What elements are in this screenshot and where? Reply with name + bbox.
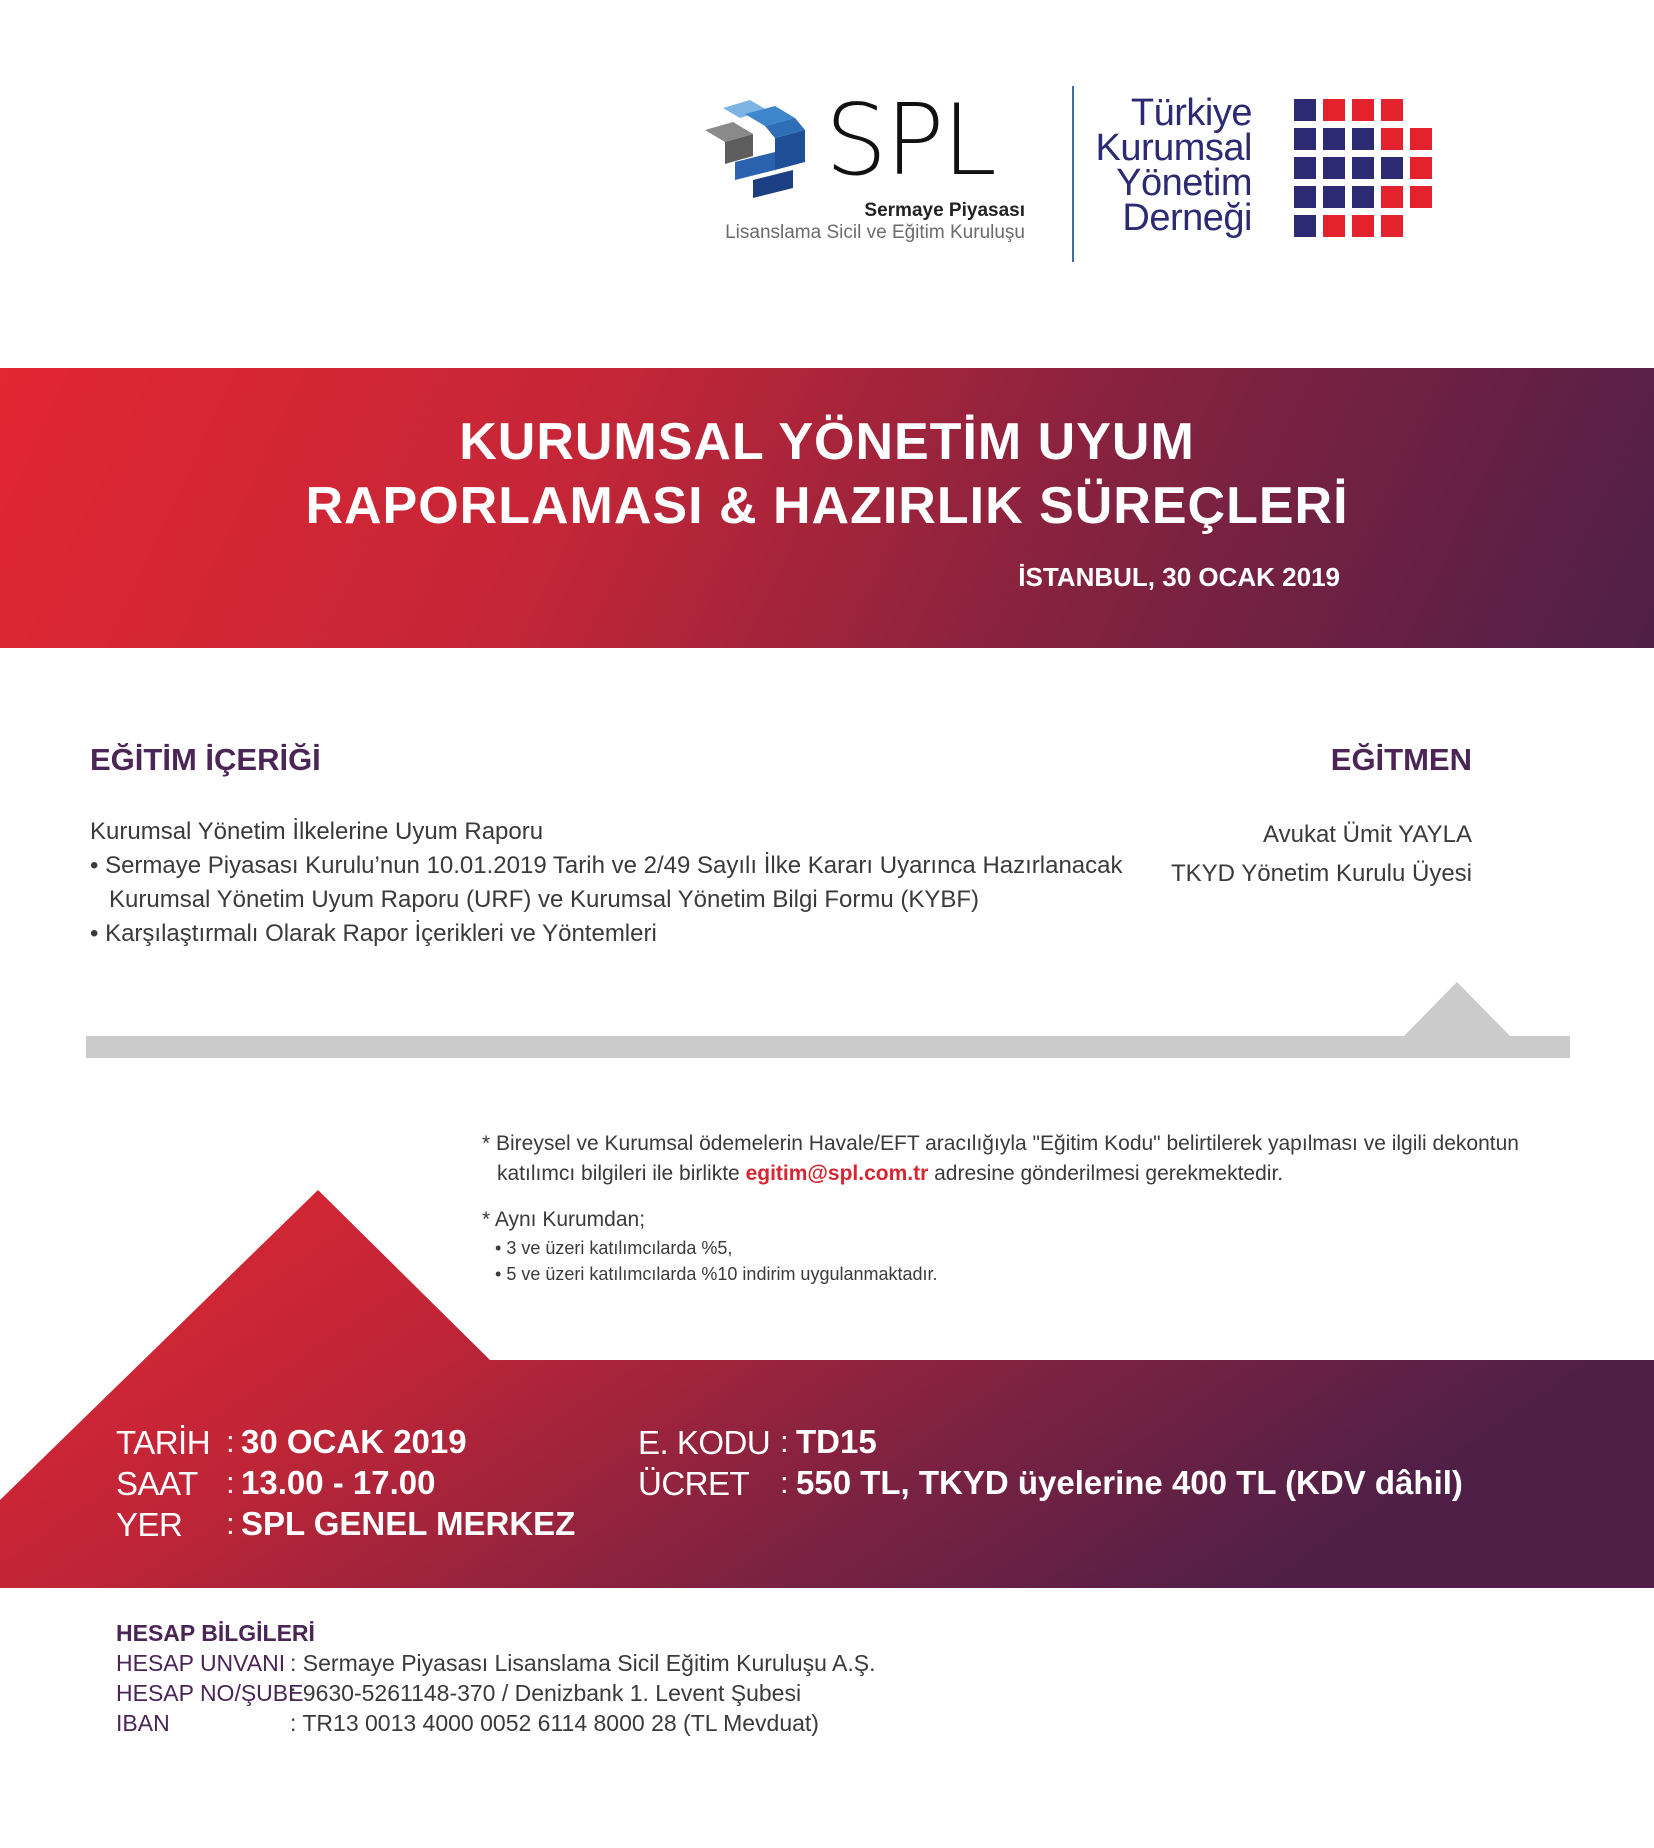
tkyd-logo-text bbox=[1095, 92, 1253, 239]
fee-value: 550 TL, TKYD üyelerine 400 TL (KDV dâhil) bbox=[796, 1464, 1463, 1501]
content-bullet-1-line-1: Sermaye Piyasası Kurulu’nun 10.01.2019 Tarih ve 2/49 Sayılı İlke Kararı Uyarınca Hazırlanacak bbox=[105, 852, 1123, 879]
spl-subtitle-2: Lisanslama Sicil ve Eğitim Kuruluşu bbox=[725, 222, 1025, 243]
bank-no-value: : 9630-5261148-370 / Denizbank 1. Levent Şubesi bbox=[290, 1680, 802, 1706]
trainer-heading: EĞİTMEN bbox=[1330, 742, 1472, 777]
bank-title-value: : Sermaye Piyasası Lisanslama Sicil Eğitim Kuruluşu A.Ş. bbox=[290, 1650, 876, 1676]
payment-note-line-1: * Bireysel ve Kurumsal ödemelerin Havale/EFT aracılığıyla "Eğitim Kodu" belirtilerek yapılması ve ilgili dekontun bbox=[482, 1132, 1519, 1155]
discount-item-2-text: 5 ve üzeri katılımcılarda %10 indirim uygulanmaktadır. bbox=[506, 1264, 938, 1284]
time-label: SAAT bbox=[116, 1465, 198, 1502]
trainer-role: TKYD Yönetim Kurulu Üyesi bbox=[1170, 860, 1472, 887]
content-bullet-2-text: Karşılaştırmalı Olarak Rapor İçerikleri ve Yöntemleri bbox=[105, 920, 657, 947]
bank-title-label: HESAP UNVANI bbox=[116, 1650, 286, 1676]
tkyd-line-3: Yönetim bbox=[1116, 162, 1252, 204]
fee-colon: : bbox=[780, 1465, 789, 1500]
discount-item-1-text: 3 ve üzeri katılımcılarda %5, bbox=[506, 1238, 733, 1258]
title-banner bbox=[0, 368, 1654, 648]
bullet-icon: • bbox=[495, 1264, 502, 1284]
bank-iban-value: : TR13 0013 4000 0052 6114 8000 28 (TL Mevduat) bbox=[290, 1710, 819, 1736]
spl-cube-icon bbox=[705, 100, 815, 200]
payment-note-after: adresine gönderilmesi gerekmektedir. bbox=[934, 1162, 1284, 1185]
time-colon: : bbox=[226, 1465, 235, 1500]
title-line-2: RAPORLAMASI & HAZIRLIK SÜREÇLERİ bbox=[305, 477, 1349, 535]
date-value: 30 OCAK 2019 bbox=[241, 1423, 467, 1460]
time-value: 13.00 - 17.00 bbox=[241, 1464, 436, 1501]
payment-note-before: katılımcı bilgileri ile birlikte bbox=[497, 1162, 740, 1185]
tkyd-line-4: Derneği bbox=[1122, 197, 1252, 239]
content-intro: Kurumsal Yönetim İlkelerine Uyum Raporu bbox=[90, 818, 544, 845]
place-colon: : bbox=[226, 1506, 235, 1541]
date-label: TARİH bbox=[116, 1424, 211, 1461]
title-place-date: İSTANBUL, 30 OCAK 2019 bbox=[1018, 562, 1340, 592]
tkyd-logo bbox=[1095, 92, 1438, 246]
content-heading: EĞİTİM İÇERİĞİ bbox=[90, 742, 321, 777]
title-line-1: KURUMSAL YÖNETİM UYUM bbox=[459, 413, 1195, 471]
code-colon: : bbox=[780, 1424, 789, 1459]
bullet-icon: • bbox=[90, 920, 99, 947]
spl-subtitle-1: Sermaye Piyasası bbox=[864, 200, 1025, 221]
bank-heading: HESAP BİLGİLERİ bbox=[116, 1620, 315, 1646]
content-bullet-1-line-2: Kurumsal Yönetim Uyum Raporu (URF) ve Kurumsal Yönetim Bilgi Formu (KYBF) bbox=[109, 886, 980, 913]
fee-label: ÜCRET bbox=[638, 1465, 750, 1502]
discount-heading: * Aynı Kurumdan; bbox=[482, 1208, 646, 1231]
bullet-icon: • bbox=[90, 852, 99, 879]
date-colon: : bbox=[226, 1424, 235, 1459]
trainer-name: Avukat Ümit YAYLA bbox=[1263, 821, 1472, 848]
logo-divider bbox=[1072, 86, 1074, 262]
place-value: SPL GENEL MERKEZ bbox=[241, 1505, 576, 1542]
spl-logo-text: SPL bbox=[825, 84, 995, 198]
payment-note-line-2 bbox=[497, 1162, 1283, 1186]
bank-iban-label: IBAN bbox=[116, 1710, 170, 1736]
bullet-icon: • bbox=[495, 1238, 502, 1258]
tkyd-grid-icon bbox=[1294, 99, 1444, 243]
tkyd-line-1: Türkiye bbox=[1130, 92, 1252, 134]
content-bullet-2 bbox=[90, 917, 657, 951]
tkyd-line-2: Kurumsal bbox=[1095, 127, 1252, 169]
payment-email-link[interactable]: egitim@spl.com.tr bbox=[745, 1162, 929, 1185]
place-label: YER bbox=[116, 1506, 183, 1543]
divider-peak bbox=[1402, 982, 1512, 1038]
bank-no-label: HESAP NO/ŞUBE bbox=[116, 1680, 304, 1706]
content-bullet-1 bbox=[90, 849, 1123, 883]
divider-rule bbox=[86, 1036, 1570, 1058]
code-value: TD15 bbox=[796, 1423, 877, 1460]
spl-logo bbox=[705, 84, 1025, 250]
code-label: E. KODU bbox=[638, 1424, 771, 1461]
